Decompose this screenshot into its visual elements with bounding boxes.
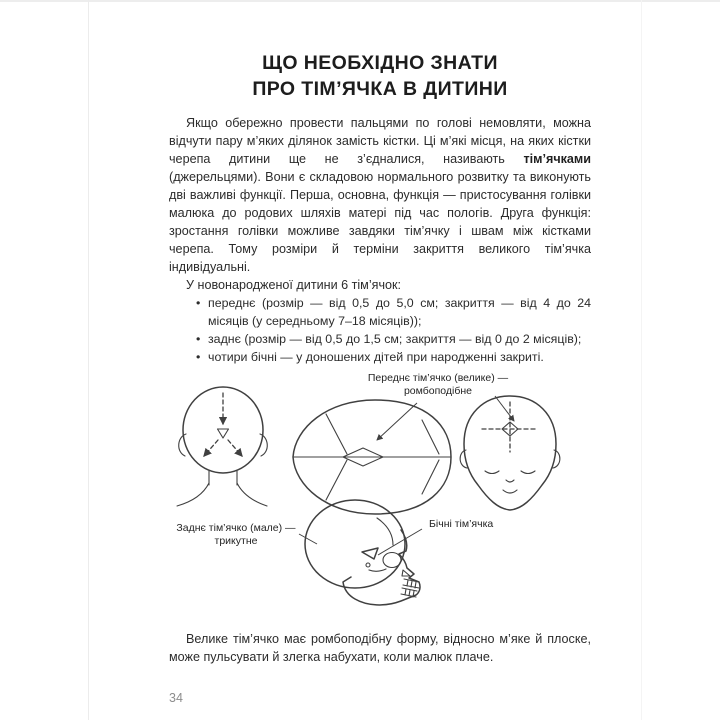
posterior-fontanelle-label [169, 522, 303, 548]
anterior-arrow-to-face [495, 396, 514, 421]
page-gutter-line-right [641, 0, 642, 720]
lambdoid-suture-left [204, 440, 218, 456]
closing-paragraph: Велике тім’ячко має ромбоподібну форму, відносно м’яке й плоске, може пульсувати й злегка набухати, коли малюк плаче. [169, 632, 591, 664]
page-content [169, 50, 591, 666]
face-jaw-outline [343, 530, 420, 605]
diagram-canvas [165, 372, 595, 622]
list-item-text: чотири бічні — у доношених дітей при народженні закриті. [208, 350, 544, 364]
left-shoulder [177, 483, 209, 506]
fontanelle-diagram [169, 372, 591, 622]
lateral-pointer-line [378, 529, 422, 555]
page-edge-top [0, 0, 720, 2]
nose [506, 480, 514, 482]
list-item-text: переднє (розмір — від 0,5 до 5,0 см; закриття — від 4 до 24 місяців (у середньому 7–18 місяців)); [208, 296, 591, 328]
cranium-outline [305, 500, 405, 588]
posterior-fontanelle-triangle [218, 429, 229, 438]
list-item-lateral [169, 348, 591, 366]
back-head-figure [177, 387, 267, 506]
anterior-fontanelle-label [357, 372, 519, 398]
bullet-icon: • [196, 350, 201, 364]
front-face-figure [460, 396, 560, 510]
callout-lines [299, 396, 514, 555]
list-item-anterior [169, 294, 591, 330]
skull-figure [305, 500, 420, 605]
bullet-icon: • [196, 296, 201, 310]
right-eye [521, 471, 535, 474]
posterior-label-line-1: Заднє тім’ячко (мале) — [176, 522, 296, 534]
lambdoid-suture-right [228, 440, 242, 456]
eye-socket [383, 553, 401, 568]
lateral-fontanelle-label: Бічні тім’ячка [429, 518, 494, 530]
anterior-arrow-to-top-view [377, 403, 417, 440]
title-line-2: ПРО ТІМ’ЯЧКА В ДИТИНИ [252, 78, 508, 100]
right-shoulder [237, 483, 267, 506]
posterior-label-line-2: трикутне [214, 535, 258, 547]
lateral-fontanelle-marker [362, 548, 378, 559]
intro-text-before-term: Якщо обережно провести пальцями по голові немовляти, можна відчути пару м’яких ділянок замість кістки. Ці м’які місця, на яких кістки черепа дитини ще не з’єдналися, називають [169, 116, 591, 166]
ear-canal [366, 563, 370, 567]
zygomatic-arch [369, 569, 386, 571]
page-title [169, 50, 591, 102]
list-item-posterior [169, 330, 591, 348]
fontanelle-list [169, 294, 591, 366]
page-gutter-line-left [88, 0, 89, 720]
anterior-label-line-1: Переднє тім’ячко (велике) — [367, 372, 509, 384]
intro-paragraph [169, 114, 591, 276]
anterior-label-line-2: ромбоподібне [403, 385, 473, 397]
title-line-1: ЩО НЕОБХІДНО ЗНАТИ [262, 52, 498, 74]
mouth [503, 490, 517, 493]
list-intro-line: У новонародженої дитини 6 тім’ячок: [186, 278, 402, 292]
page-number: 34 [169, 691, 183, 705]
list-item-text: заднє (розмір — від 0,5 до 1,5 см; закриття — від 0 до 2 місяців); [208, 332, 582, 346]
left-eye [485, 471, 499, 474]
temporal-line [377, 518, 393, 545]
intro-bold-term: тім’ячками [523, 152, 591, 166]
top-view-figure [293, 400, 451, 514]
nasal-aperture [402, 570, 410, 576]
bullet-icon: • [196, 332, 201, 346]
intro-text-after-term: (джерельцями). Вони є складовою нормального розвитку та виконують дві важливі функції. Перша, основна, функція — пристосування голівки малюка до родових шляхів матері під час пологів. Друга функція: зростання голівки можливе завдяки тім’ячку і швам між кістками черепа. Тому розміри й терміни закриття великого тім’ячка індивідуальні. [169, 170, 591, 274]
